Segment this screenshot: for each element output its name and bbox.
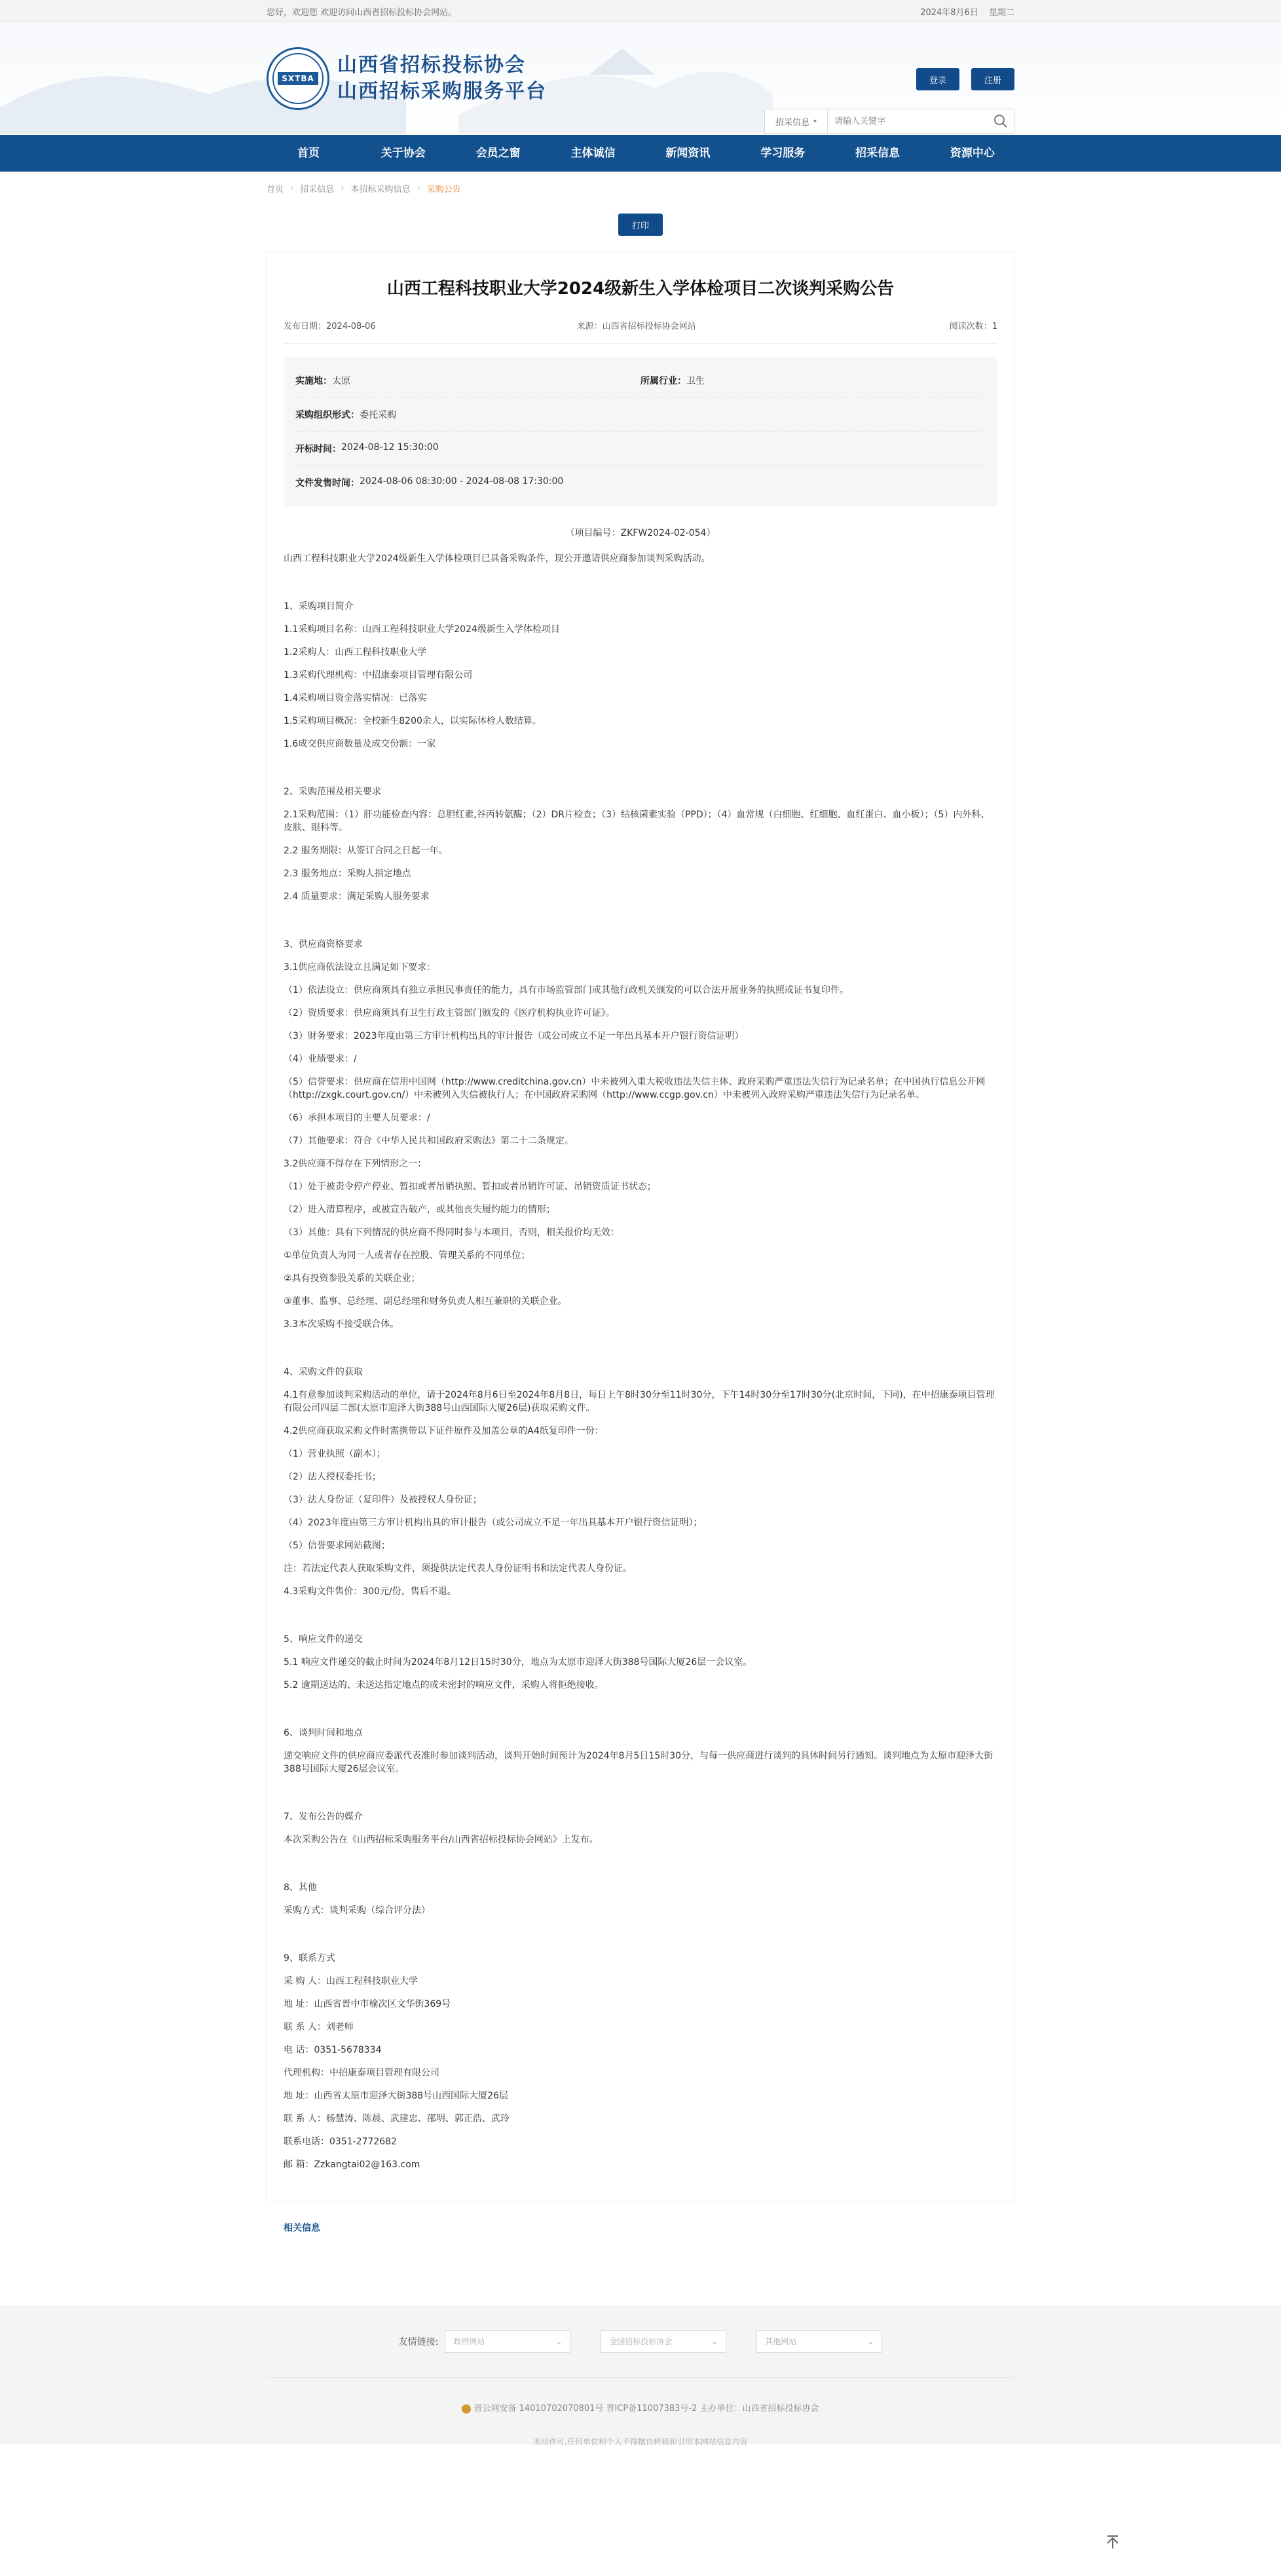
view-count: 阅读次数：1 bbox=[949, 322, 997, 331]
related-info-label[interactable]: 相关信息 bbox=[284, 2222, 320, 2233]
related-info bbox=[267, 2201, 1014, 2253]
logo-title-line1: 山西省招标投标协会 bbox=[337, 54, 526, 77]
breadcrumb-separator: › bbox=[417, 183, 420, 193]
section-paragraph: 1.6成交供应商数量及成交份额：一家 bbox=[284, 739, 436, 749]
site-header bbox=[0, 22, 1281, 135]
article-title: 山西工程科技职业大学2024级新生入学体检项目二次谈判采购公告 bbox=[386, 279, 895, 299]
section-paragraph: 代理机构：中招康泰项目管理有限公司 bbox=[284, 2068, 439, 2078]
section-heading: 1、采购项目简介 bbox=[284, 601, 354, 612]
chevron-down-icon: ⌄ bbox=[867, 2336, 874, 2346]
section-paragraph: （5）信誉要求：供应商在信用中国网（http://www.creditchina.gov.cn）中未被列入重大税收违法失信主体、政府采购严重违法失信行为记录名单；在中国执行信息公开网（http://zxgk.court.gov.cn/）中未被列入失信被执行人；在中国政府采购网（http://www.ccgp.gov.cn）中未被列入政府采购严重违法失信行为记录名单。 bbox=[284, 1077, 986, 1100]
section-paragraph: 采 购 人：山西工程科技职业大学 bbox=[284, 1976, 418, 1987]
print-button[interactable]: 打印 bbox=[618, 214, 663, 236]
logo-emblem bbox=[267, 47, 329, 110]
current-weekday: 星期二 bbox=[988, 7, 1014, 18]
article-meta bbox=[284, 319, 997, 344]
section-paragraph: （2）进入清算程序，或被宣告破产，或其他丧失履约能力的情形； bbox=[284, 1204, 555, 1215]
section-paragraph: 2.1采购范围：（1）肝功能检查内容：总胆红素,谷丙转氨酶；（2）DR片检查；（3）结核菌素实验（PPD）；（4）血常规（白细胞、红细胞、血红蛋白、血小板）；（5）内外科、皮肤、眼科等。 bbox=[284, 810, 990, 833]
industry-value: 卫生 bbox=[686, 375, 705, 386]
industry-label: 所属行业： bbox=[640, 375, 686, 386]
section-paragraph: （4）2023年度由第三方审计机构出具的审计报告（或公司成立不足一年出具基本开户银行资信证明）； bbox=[284, 1518, 703, 1528]
logo-title-line2: 山西招标采购服务平台 bbox=[337, 80, 547, 103]
section-paragraph: 采购方式：谈判采购（综合评分法） bbox=[284, 1905, 430, 1916]
section-paragraph: 1.3采购代理机构：中招康泰项目管理有限公司 bbox=[284, 670, 473, 681]
site-footer bbox=[0, 2305, 1281, 2444]
chevron-down-icon: ⌄ bbox=[711, 2336, 718, 2346]
section-paragraph: 2.2 服务期限：从签订合同之日起一年。 bbox=[284, 846, 448, 856]
section-heading: 3、供应商资格要求 bbox=[284, 939, 363, 950]
search-category-select[interactable]: 招采信息 ▾ bbox=[765, 109, 828, 133]
search-input[interactable] bbox=[828, 109, 988, 133]
project-number: （项目编号：ZKFW2024-02-054） bbox=[565, 528, 716, 538]
section-paragraph: （6）承担本项目的主要人员要求：/ bbox=[284, 1113, 430, 1123]
section-paragraph: （4）业绩要求：/ bbox=[284, 1054, 357, 1064]
doc-time-value: 2024-08-06 08:30:00 - 2024-08-08 17:30:00 bbox=[360, 476, 564, 487]
article-source: 来源：山西省招标投标协会网站 bbox=[576, 322, 696, 331]
section-heading: 8、其他 bbox=[284, 1882, 317, 1893]
section-paragraph: 4.2供应商获取采购文件时需携带以下证件原件及加盖公章的A4纸复印件一份： bbox=[284, 1426, 604, 1436]
nav-item-procurement[interactable]: 招采信息 bbox=[855, 147, 900, 160]
section-heading: 4、采购文件的获取 bbox=[284, 1367, 363, 1377]
breadcrumb-home[interactable]: 首页 bbox=[267, 184, 284, 195]
section-paragraph: （3）其他：具有下列情况的供应商不得同时参与本项目，否则，相关报价均无效： bbox=[284, 1227, 620, 1238]
location-label: 实施地： bbox=[295, 375, 332, 386]
friend-links bbox=[267, 2305, 1014, 2378]
section-paragraph: ①单位负责人为同一人或者存在控股、管理关系的不同单位； bbox=[284, 1250, 530, 1261]
breadcrumb-procurement[interactable]: 招采信息 bbox=[300, 184, 335, 195]
nav-item-learning[interactable]: 学习服务 bbox=[760, 147, 806, 160]
search-bar bbox=[764, 109, 1014, 134]
section-paragraph: 地 址：山西省晋中市榆次区文华街369号 bbox=[284, 1999, 451, 2009]
breadcrumb-current: 采购公告 bbox=[426, 184, 461, 195]
section-paragraph: 联 系 人：刘老师 bbox=[284, 2022, 354, 2032]
section-paragraph: 3.3本次采购不接受联合体。 bbox=[284, 1319, 399, 1330]
nav-item-news[interactable]: 新闻资讯 bbox=[665, 147, 711, 160]
section-paragraph: 地 址：山西省太原市迎泽大街388号山西国际大厦26层 bbox=[284, 2091, 508, 2101]
section-paragraph: 电 话：0351-5678334 bbox=[284, 2045, 382, 2055]
section-paragraph: （3）财务要求：2023年度由第三方审计机构出具的审计报告（或公司成立不足一年出具基本开户银行资信证明） bbox=[284, 1031, 744, 1041]
article bbox=[267, 252, 1014, 2201]
top-bar bbox=[0, 0, 1281, 22]
location-value: 太原 bbox=[332, 375, 350, 386]
breadcrumb bbox=[267, 172, 1014, 204]
friend-link-select-3[interactable]: 其他网站 ⌄ bbox=[756, 2330, 882, 2353]
section-heading: 7、发布公告的媒介 bbox=[284, 1812, 363, 1822]
back-to-top-icon[interactable] bbox=[1102, 2531, 1124, 2553]
section-paragraph: ③董事、监事、总经理、副总经理和财务负责人相互兼职的关联企业。 bbox=[284, 1296, 567, 1307]
section-paragraph: （3）法人身份证（复印件）及被授权人身份证； bbox=[284, 1495, 482, 1505]
section-paragraph: 2.4 质量要求：满足采购人服务要求 bbox=[284, 891, 430, 902]
section-heading: 9、联系方式 bbox=[284, 1953, 335, 1964]
section-paragraph: 1.4采购项目资金落实情况：已落实 bbox=[284, 693, 427, 703]
open-time-label: 开标时间： bbox=[295, 443, 341, 455]
section-paragraph: （1）营业执照（副本）； bbox=[284, 1449, 386, 1459]
section-paragraph: 3.1供应商依法设立且满足如下要求： bbox=[284, 962, 436, 973]
nav-item-members[interactable]: 会员之窗 bbox=[475, 147, 521, 160]
friend-link-select-2[interactable]: 全国招标投标协会 ⌄ bbox=[601, 2330, 726, 2353]
breadcrumb-category[interactable]: 本招标采购信息 bbox=[350, 184, 411, 195]
section-paragraph: （7）其他要求：符合《中华人民共和国政府采购法》第二十二条规定。 bbox=[284, 1136, 574, 1146]
police-badge-icon bbox=[462, 2404, 471, 2414]
breadcrumb-separator: › bbox=[290, 183, 294, 193]
section-paragraph: 1.2采购人：山西工程科技职业大学 bbox=[284, 647, 427, 658]
section-paragraph: 3.2供应商不得存在下列情形之一： bbox=[284, 1159, 427, 1169]
section-heading: 5、响应文件的递交 bbox=[284, 1634, 363, 1645]
section-heading: 2、采购范围及相关要求 bbox=[284, 787, 381, 797]
nav-item-home[interactable]: 首页 bbox=[297, 147, 320, 160]
section-paragraph: （1）处于被责令停产停业、暂扣或者吊销执照、暂扣或者吊销许可证、吊销资质证书状态； bbox=[284, 1182, 656, 1192]
logo-abbr: SXTBA bbox=[278, 72, 318, 85]
section-paragraph: 1.5采购项目概况：全校新生8200余人，以实际体检人数结算。 bbox=[284, 716, 542, 726]
doc-time-label: 文件发售时间： bbox=[295, 478, 360, 489]
project-info-box bbox=[284, 357, 997, 506]
section-paragraph: 邮 箱：Zzkangtai02@163.com bbox=[284, 2159, 420, 2170]
friend-link-select-1[interactable]: 政府网站 ⌄ bbox=[445, 2330, 570, 2353]
section-paragraph: 2.3 服务地点：采购人指定地点 bbox=[284, 868, 411, 879]
section-paragraph: 1.1采购项目名称：山西工程科技职业大学2024级新生入学体检项目 bbox=[284, 624, 560, 635]
section-paragraph: 5.1 响应文件递交的截止时间为2024年8月12日15时30分，地点为太原市迎泽大街388号国际大厦26层一会议室。 bbox=[284, 1657, 752, 1668]
nav-item-about[interactable]: 关于协会 bbox=[381, 147, 426, 160]
section-paragraph: （1）依法设立：供应商须具有独立承担民事责任的能力，具有市场监管部门或其他行政机关颁发的可以合法开展业务的执照或证书复印件。 bbox=[284, 985, 849, 996]
section-heading: 6、谈判时间和地点 bbox=[284, 1728, 363, 1738]
section-paragraph: 联 系 人：杨慧涛、陈晨、武建忠、邵明、郭正浩、武玲 bbox=[284, 2114, 510, 2124]
article-intro: 山西工程科技职业大学2024级新生入学体检项目已具备采购条件，现公开邀请供应商参加谈判采购活动。 bbox=[284, 553, 711, 564]
section-paragraph: 5.2 逾期送达的、未送达指定地点的或未密封的响应文件，采购人将拒绝接收。 bbox=[284, 1680, 604, 1690]
chevron-down-icon: ⌄ bbox=[555, 2336, 563, 2346]
section-paragraph: （5）信誉要求网站截图； bbox=[284, 1540, 390, 1551]
section-paragraph: 递交响应文件的供应商应委派代表准时参加谈判活动，谈判开始时间预计为2024年8月5日15时30分，与每一供应商进行谈判的具体时间另行通知。谈判地点为太原市迎泽大街388号国际大厦26层会议室。 bbox=[284, 1751, 993, 1774]
chevron-down-icon: ▾ bbox=[813, 117, 817, 125]
copyright-text: 晋公网安备 14010702070801号 晋ICP备11007383号-2 主办单位：山西省招标投标协会 bbox=[473, 2404, 819, 2414]
site-logo[interactable] bbox=[267, 47, 547, 110]
nav-item-credit[interactable]: 主体诚信 bbox=[570, 147, 616, 160]
section-paragraph: （2）法人授权委托书； bbox=[284, 1472, 381, 1482]
org-form-value: 委托采购 bbox=[360, 409, 396, 420]
login-button[interactable]: 登录 bbox=[916, 68, 959, 90]
section-paragraph: 4.3采购文件售价：300元/份，售后不退。 bbox=[284, 1586, 456, 1597]
publish-date: 发布日期：2024-08-06 bbox=[284, 322, 376, 331]
breadcrumb-separator: › bbox=[341, 183, 344, 193]
section-paragraph: 本次采购公告在《山西招标采购服务平台/山西省招标投标协会网站》上发布。 bbox=[284, 1835, 599, 1845]
copyright-notice: 未经许可,任何单位和个人不得擅自转载和引用本网站信息内容 bbox=[533, 2437, 748, 2446]
section-paragraph: （2）资质要求：供应商须具有卫生行政主管部门颁发的《医疗机构执业许可证》。 bbox=[284, 1008, 615, 1018]
main-nav bbox=[0, 135, 1281, 172]
section-paragraph: 注：若法定代表人获取采购文件，须提供法定代表人身份证明书和法定代表人身份证。 bbox=[284, 1563, 632, 1574]
open-time-value: 2024-08-12 15:30:00 bbox=[341, 441, 439, 453]
current-date: 2024年8月6日 bbox=[920, 7, 978, 18]
friend-links-label: 友情链接: bbox=[398, 2336, 439, 2347]
section-paragraph: 联系电话：0351-2772682 bbox=[284, 2137, 398, 2147]
org-form-label: 采购组织形式： bbox=[295, 409, 360, 420]
welcome-text: 您好，欢迎您 欢迎访问山西省招标投标协会网站。 bbox=[267, 7, 457, 18]
section-paragraph: 4.1有意参加谈判采购活动的单位，请于2024年8月6日至2024年8月8日，每日上午8时30分至11时30分，下午14时30分至17时30分(北京时间，下同)，在中招康泰项目管理有限公司四层二部(太原市迎泽大街388号山西国际大厦26层)获取采购文件。 bbox=[284, 1390, 995, 1413]
search-icon[interactable] bbox=[988, 109, 1014, 133]
register-button[interactable]: 注册 bbox=[971, 68, 1014, 90]
nav-item-resources[interactable]: 资源中心 bbox=[950, 147, 995, 160]
article-body bbox=[284, 552, 997, 2171]
section-paragraph: ②具有投资参股关系的关联企业； bbox=[284, 1273, 420, 1284]
